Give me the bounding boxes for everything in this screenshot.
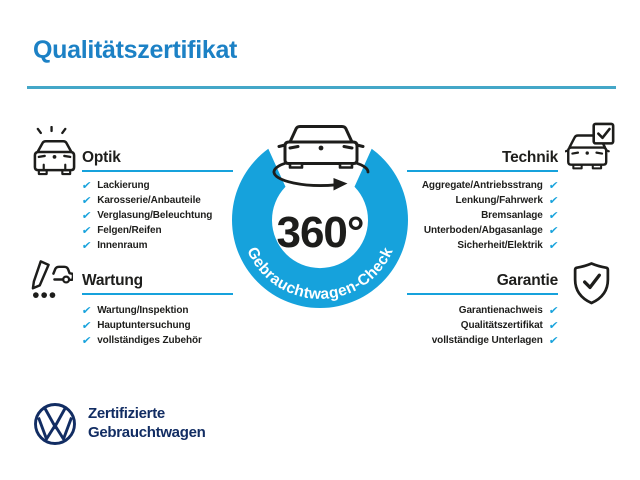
checklist-item <box>82 303 202 318</box>
check-icon: ✔ <box>81 239 93 252</box>
check-icon: ✔ <box>81 319 93 332</box>
vw-logo <box>33 402 77 446</box>
check-icon: ✔ <box>81 334 93 347</box>
checklist-item <box>82 193 212 208</box>
checklist-item <box>82 208 212 223</box>
checklist-item-label: Aggregate/Antriebsstrang <box>421 180 543 191</box>
checklist-item-label: Lenkung/Fahrwerk <box>455 195 543 206</box>
degrees-label: 360° <box>276 208 364 257</box>
check-icon: ✔ <box>547 194 559 207</box>
checklist-item-label: Lackierung <box>97 180 150 191</box>
checklist-item <box>82 333 202 348</box>
checklist-item <box>82 223 212 238</box>
title-divider <box>27 86 616 89</box>
checklist-item-label: Qualitätszertifikat <box>460 320 543 331</box>
checklist-technik <box>398 178 558 253</box>
checklist-item <box>398 303 558 318</box>
checklist-item <box>398 238 558 253</box>
checklist-item-label: Karosserie/Anbauteile <box>97 195 201 206</box>
checklist-item-label: vollständige Unterlagen <box>431 335 543 346</box>
checklist-item <box>398 208 558 223</box>
checklist-item-label: Wartung/Inspektion <box>97 305 189 316</box>
checklist-item-label: Sicherheit/Elektrik <box>457 240 543 251</box>
check-icon: ✔ <box>81 209 93 222</box>
check-icon: ✔ <box>547 304 559 317</box>
heading-underline-garantie <box>407 293 558 295</box>
shiny-car-icon <box>31 126 78 177</box>
checklist-item-label: Bremsanlage <box>481 210 543 221</box>
check-icon: ✔ <box>547 319 559 332</box>
check-icon: ✔ <box>81 179 93 192</box>
checklist-item-label: Innenraum <box>97 240 148 251</box>
section-heading-technik: Technik <box>501 149 558 166</box>
check-icon: ✔ <box>81 194 93 207</box>
check-icon: ✔ <box>81 304 93 317</box>
checklist-wartung <box>82 303 202 348</box>
section-heading-garantie: Garantie <box>496 272 558 289</box>
shield-check-icon <box>572 261 611 306</box>
service-pencil-car-icon <box>28 258 73 301</box>
checklist-item-label: Garantienachweis <box>458 305 543 316</box>
section-heading-optik: Optik <box>82 149 121 166</box>
checklist-item-label: vollständiges Zubehör <box>97 335 202 346</box>
check-icon: ✔ <box>547 334 559 347</box>
heading-underline-optik <box>82 170 233 172</box>
heading-underline-technik <box>407 170 558 172</box>
checklist-item-label: Verglasung/Beleuchtung <box>97 210 213 221</box>
checklist-item <box>398 178 558 193</box>
brand-name <box>88 405 206 442</box>
car-checkbox-icon <box>565 121 615 175</box>
check-icon: ✔ <box>547 209 559 222</box>
checklist-item <box>82 318 202 333</box>
checklist-item-label: Felgen/Reifen <box>97 225 162 236</box>
section-heading-wartung: Wartung <box>82 272 143 289</box>
checklist-garantie <box>398 303 558 348</box>
checklist-item <box>82 178 212 193</box>
check-icon: ✔ <box>547 239 559 252</box>
page-title: Qualitätszertifikat <box>33 36 238 64</box>
ring-curved-label: Gebrauchtwagen-Check <box>243 244 397 304</box>
checklist-item <box>398 223 558 238</box>
checklist-item-label: Hauptuntersuchung <box>97 320 191 331</box>
checklist-item <box>398 318 558 333</box>
checklist-item <box>82 238 212 253</box>
checklist-item <box>398 333 558 348</box>
brand-line2: Gebrauchtwagen <box>88 423 206 441</box>
check-icon: ✔ <box>547 179 559 192</box>
heading-underline-wartung <box>82 293 233 295</box>
check-icon: ✔ <box>81 224 93 237</box>
brand-line1: Zertifizierte <box>88 405 165 422</box>
checklist-item-label: Unterboden/Abgasanlage <box>423 225 543 236</box>
rotation-arrowhead <box>334 178 348 191</box>
car-rotation-icon <box>279 127 363 168</box>
check-icon: ✔ <box>547 224 559 237</box>
checklist-optik <box>82 178 212 253</box>
checklist-item <box>398 193 558 208</box>
